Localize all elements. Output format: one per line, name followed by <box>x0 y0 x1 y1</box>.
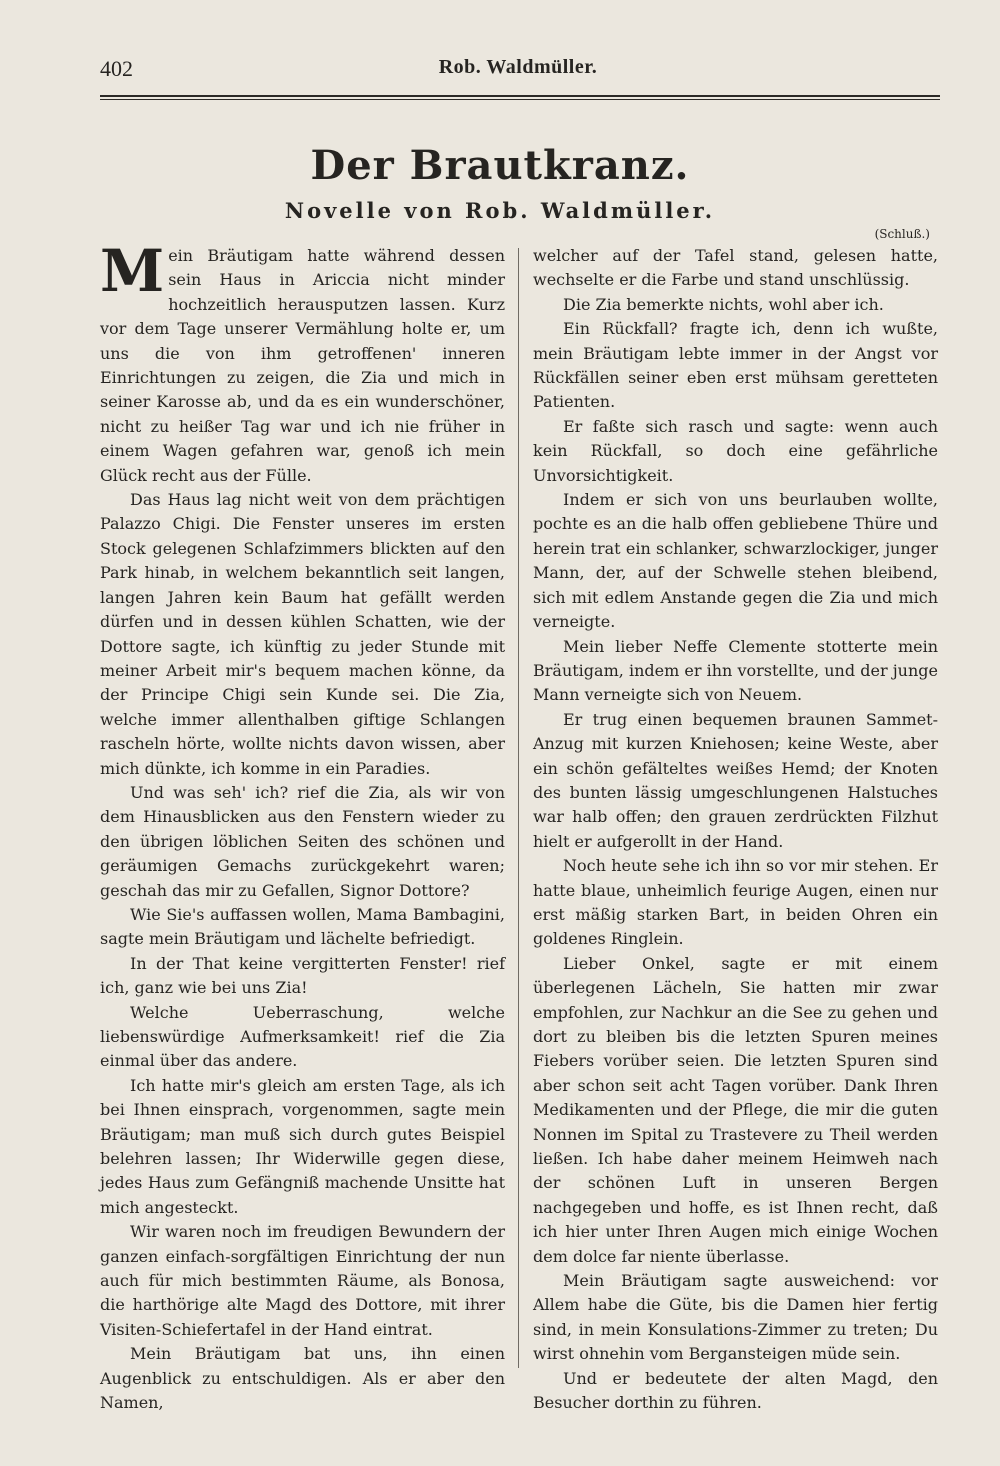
header-rule <box>100 95 940 100</box>
paragraph: Er trug einen bequemen braunen Sammet-Anzug mit kurzen Kniehosen; keine Weste, aber ein schön gefälteltes weißes Hemd; der Knoten des bunten lässig umgeschlungenen Halstuches war halb offen; den grauen zerdrückten Filzhut hielt er aufgerollt in der Hand. <box>533 709 938 851</box>
article-subtitle: Novelle von Rob. Waldmüller. <box>284 198 716 223</box>
conclusion-note: (Schluß.) <box>874 227 930 241</box>
paragraph: welcher auf der Tafel stand, gelesen hatte, wechselte er die Farbe und stand unschlüssig. <box>533 246 938 290</box>
paragraph-text: ein Bräutigam hatte während dessen sein Haus in Ariccia nicht minder hochzeitlich herausputzen lassen. Kurz vor dem Tage unserer Vermählung holte er, um uns die von ihm getroffenen' inneren Einrichtungen zu zeigen, die Zia und mich in seiner Karosse ab, und da es ein wunderschöner, nicht zu heißer Tag war und ich nie früher in einem Wagen gefahren war, genoß ich mein Glück recht aus der Fülle. <box>100 246 505 485</box>
paragraph: Noch heute sehe ich ihn so vor mir stehen. Er hatte blaue, unheimlich feurige Augen, einen nur erst mäßig starken Bart, in beiden Ohren ein goldenes Ringlein. <box>533 856 938 949</box>
column-divider <box>518 248 519 1368</box>
paragraph: Das Haus lag nicht weit von dem prächtigen Palazzo Chigi. Die Fenster unseres im ersten Stock gelegenen Schlafzimmers blickten auf den Park hinab, in welchem bekanntlich seit langen, langen Jahren kein Baum hat gefällt werden dürfen und in dessen kühlen Schatten, wie der Dottore sagte, ich künftig zu jeder Stunde mit meiner Arbeit mir's bequem machen könne, da der Principe Chigi sein Kunde sei. Die Zia, welche immer allenthalben giftige Schlangen rascheln hörte, wollte nichts davon wissen, aber mich dünkte, ich komme in ein Paradies. <box>100 490 505 778</box>
paragraph: Und was seh' ich? rief die Zia, als wir von dem Hinausblicken aus den Fenstern wieder zu den übrigen löblichen Seiten des schönen und geräumigen Gemachs zurückgekehrt waren; geschah das mir zu Gefallen, Signor Dottore? <box>100 782 505 900</box>
paragraph: Ein Rückfall? fragte ich, denn ich wußte, mein Bräutigam lebte immer in der Angst vor Rückfällen seiner eben erst mühsam geretteten Patienten. <box>533 319 938 412</box>
running-head-author: Rob. Waldmüller. <box>438 56 598 78</box>
running-head <box>100 56 936 88</box>
paragraph: Welche Ueberraschung, welche liebenswürdige Aufmerksamkeit! rief die Zia einmal über das andere. <box>100 1002 505 1071</box>
paragraph: Lieber Onkel, sagte er mit einem überlegenen Lächeln, Sie hatten mir zwar empfohlen, zur Nachkur an die See zu gehen und dort zu bleiben bis die letzten Spuren meines Fiebers vorüber seien. Die letzten Spuren sind aber schon seit acht Tagen vorüber. Dank Ihren Medikamenten und der Pflege, die mir die guten Nonnen im Spital zu Trastevere zu Theil werden ließen. Ich habe daher meinem Heimweh nach der schönen Luft in unseren Bergen nachgegeben und hoffe, es ist Ihnen recht, daß ich hier unter Ihren Augen mich einige Wochen dem dolce far niente überlasse. <box>533 953 938 1266</box>
paragraph: Wie Sie's auffassen wollen, Mama Bambagini, sagte mein Bräutigam und lächelte befriedigt. <box>100 904 505 949</box>
paragraph: Und er bedeutete der alten Magd, den Besucher dorthin zu führen. <box>533 1368 938 1413</box>
paragraph: Mein lieber Neffe Clemente stotterte mein Bräutigam, indem er ihn vorstellte, und der junge Mann verneigte sich von Neuem. <box>533 636 938 705</box>
paragraph: Er faßte sich rasch und sagte: wenn auch kein Rückfall, so doch eine gefährliche Unvorsichtigkeit. <box>533 416 938 485</box>
paragraph: Wir waren noch im freudigen Bewundern der ganzen einfach-sorgfältigen Einrichtung der nun auch für mich bestimmten Räume, als Bonosa, die harthörige alte Magd des Dottore, mit ihrer Visiten-Schiefertafel in der Hand eintrat. <box>100 1222 505 1339</box>
paragraph: Indem er sich von uns beurlauben wollte, pochte es an die halb offen gebliebene Thüre und herein trat ein schlanker, schwarzlockiger, junger Mann, der, auf der Schwelle stehen bleibend, sich mit edlem Anstande gegen die Zia und mich verneigte. <box>533 490 938 632</box>
paragraph: In der That keine vergitterten Fenster! rief ich, ganz wie bei uns Zia! <box>100 953 505 998</box>
paragraph: Mein Bräutigam bat uns, ihn einen Augenblick zu entschuldigen. Als er aber den Namen, <box>100 1344 505 1413</box>
paragraph <box>100 237 505 488</box>
page-number: 402 <box>100 56 133 81</box>
right-column <box>533 224 938 1416</box>
paragraph: Ich hatte mir's gleich am ersten Tage, als ich bei Ihnen einsprach, vorgenommen, sagte mein Bräutigam; man muß sich durch gutes Beispiel belehren lassen; Ihr Widerwille gegen diese, jedes Haus zum Gefängniß machende Unsitte hat mich angesteckt. <box>100 1075 505 1217</box>
paragraph: Die Zia bemerkte nichts, wohl aber ich. <box>563 294 884 314</box>
paragraph: Mein Bräutigam sagte ausweichend: vor Allem habe die Güte, bis die Damen hier fertig sind, in mein Konsulations-Zimmer zu treten; Du wirst ohnehin vom Bergansteigen müde sein. <box>533 1271 938 1364</box>
article-title: Der Brautkranz. <box>310 142 690 189</box>
left-column <box>100 237 505 1416</box>
drop-cap: M <box>100 237 165 305</box>
